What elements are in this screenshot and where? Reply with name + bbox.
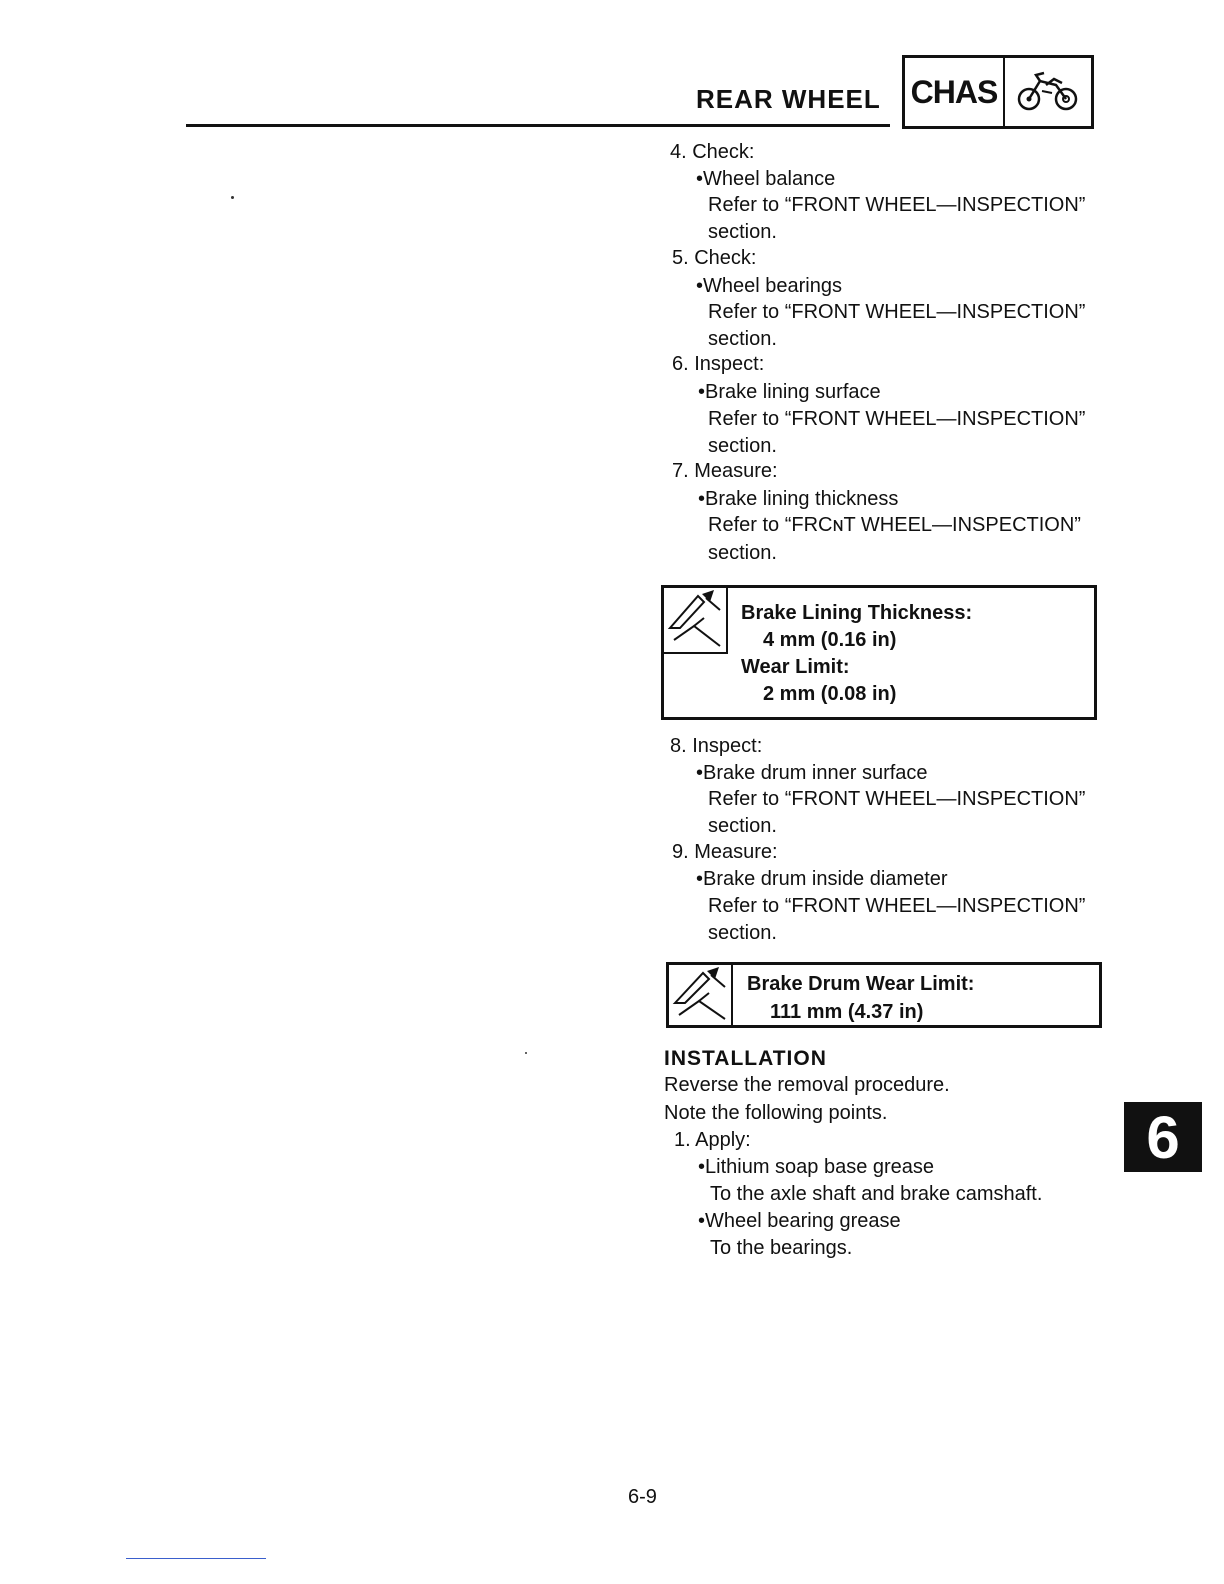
step-reference-tail: section.: [708, 435, 777, 457]
section-badge: [902, 55, 1094, 129]
page-number: 6-9: [628, 1486, 657, 1508]
step-reference-tail: section.: [708, 328, 777, 350]
page-title: REAR WHEEL: [696, 84, 881, 114]
step-reference-tail: section.: [708, 542, 777, 564]
step-bullet: •Brake drum inside diameter: [696, 868, 948, 890]
step-bullet: •Lithium soap base grease: [698, 1156, 935, 1178]
spec-value: 4 mm (0.16 in): [763, 629, 897, 651]
step-reference-tail: section.: [708, 815, 777, 837]
spec-label: Brake Lining Thickness:: [741, 602, 973, 624]
step-reference-tail: section.: [708, 221, 777, 243]
caliper-icon: [669, 965, 733, 1025]
step-label: 1. Apply:: [674, 1129, 751, 1151]
scan-speck: [231, 196, 234, 199]
spec-value: 111 mm (4.37 in): [770, 1001, 924, 1023]
spec-box-brake-lining: [661, 585, 1097, 720]
step-reference: Refer to “FRCɴT WHEEL—INSPECTION”: [708, 514, 1081, 536]
step-bullet: •Brake drum inner surface: [696, 762, 928, 784]
body-text: Note the following points.: [664, 1102, 888, 1124]
step-bullet: •Brake lining thickness: [698, 488, 899, 510]
step-reference: Refer to “FRONT WHEEL—INSPECTION”: [708, 301, 1086, 323]
step-label: 4. Check:: [670, 141, 755, 163]
caliper-icon: [664, 588, 728, 654]
scan-speck: [525, 1052, 527, 1054]
chapter-tab: 6: [1124, 1102, 1202, 1172]
spec-label: Brake Drum Wear Limit:: [747, 973, 975, 995]
step-reference: Refer to “FRONT WHEEL—INSPECTION”: [708, 895, 1086, 917]
footer-rule: [126, 1558, 266, 1559]
step-label: 8. Inspect:: [670, 735, 763, 757]
section-code: CHAS: [905, 58, 1005, 126]
header-rule: [186, 124, 890, 127]
step-bullet: •Wheel bearing grease: [698, 1210, 901, 1232]
motorcycle-icon: [1005, 58, 1091, 126]
spec-value: 2 mm (0.08 in): [763, 683, 897, 705]
spec-label: Wear Limit:: [741, 656, 850, 678]
step-detail: To the bearings.: [710, 1237, 853, 1259]
step-reference-tail: section.: [708, 922, 777, 944]
step-reference: Refer to “FRONT WHEEL—INSPECTION”: [708, 788, 1086, 810]
spec-box-brake-drum: [666, 962, 1102, 1028]
step-reference: Refer to “FRONT WHEEL—INSPECTION”: [708, 408, 1086, 430]
step-detail: To the axle shaft and brake camshaft.: [710, 1183, 1043, 1205]
section-heading: INSTALLATION: [664, 1047, 827, 1070]
step-reference: Refer to “FRONT WHEEL—INSPECTION”: [708, 194, 1086, 216]
step-bullet: •Wheel balance: [696, 168, 836, 190]
step-label: 7. Measure:: [672, 460, 778, 482]
step-label: 9. Measure:: [672, 841, 778, 863]
step-label: 6. Inspect:: [672, 353, 765, 375]
step-bullet: •Wheel bearings: [696, 275, 842, 297]
body-text: Reverse the removal procedure.: [664, 1074, 950, 1096]
step-bullet: •Brake lining surface: [698, 381, 881, 403]
step-label: 5. Check:: [672, 247, 757, 269]
